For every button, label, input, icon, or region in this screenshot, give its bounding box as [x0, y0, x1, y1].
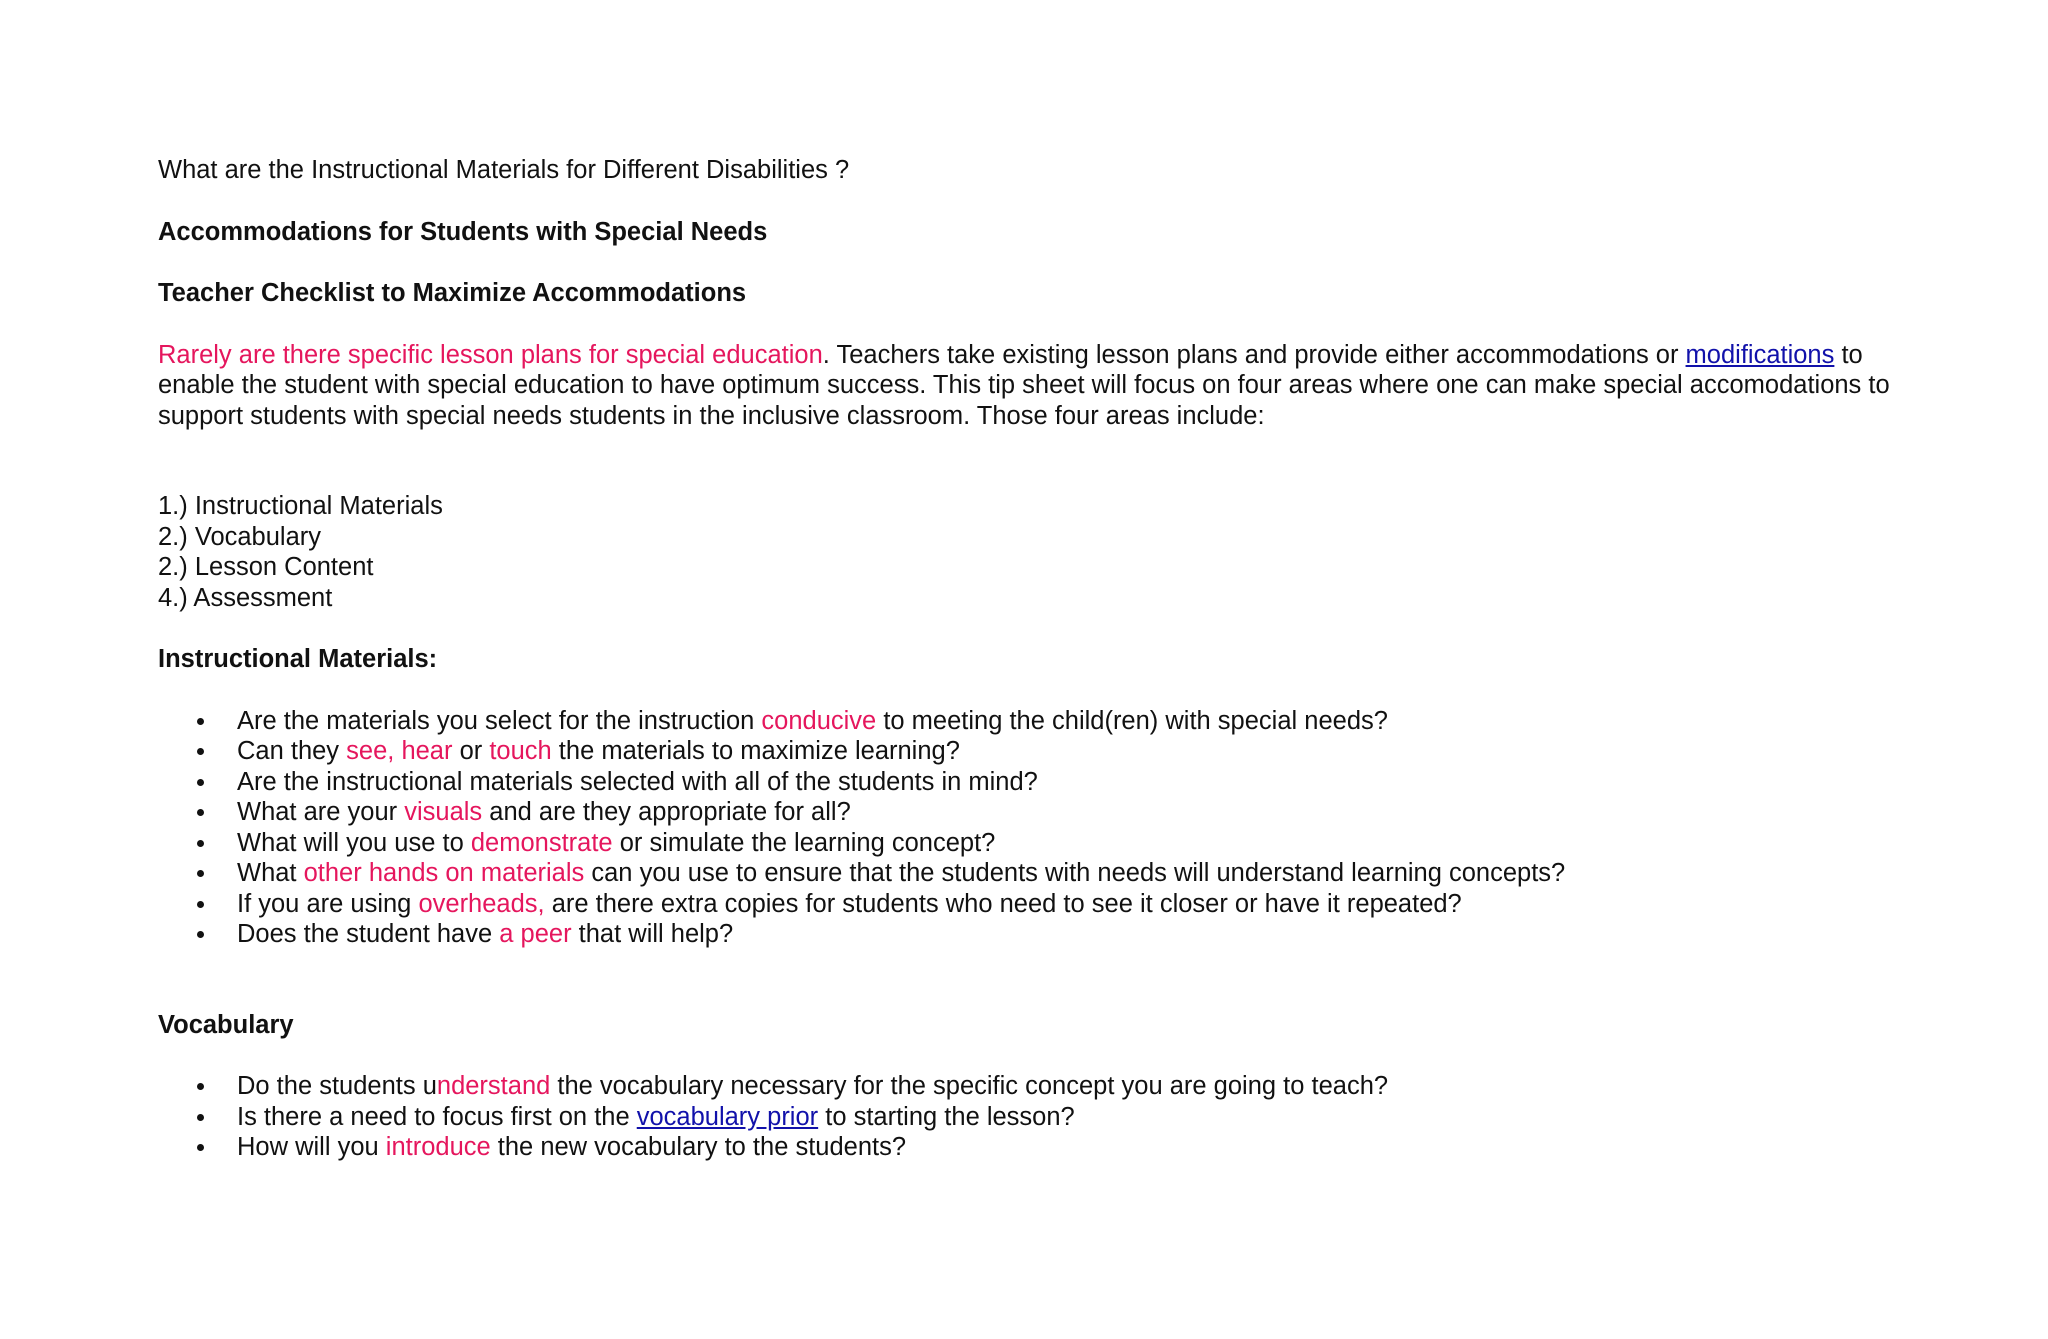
list-item	[237, 919, 1938, 950]
intro-paragraph	[158, 340, 1938, 432]
bullet-icon	[197, 840, 204, 847]
list-item	[237, 797, 1938, 828]
list-item	[237, 1102, 1938, 1133]
item-text: are there extra copies for students who need to see it closer or have it repeated?	[544, 889, 1462, 918]
vocabulary-list	[158, 1071, 1938, 1163]
modifications-link[interactable]: modifications	[1685, 340, 1835, 369]
intro-text-2: to enable the student with special education to have optimum success. This tip sheet will focus on four areas where one can make special accomodations to support students with special needs students in the inclusive classroom. Those four areas include:	[158, 340, 1890, 430]
item-text: What will you use to	[237, 828, 471, 857]
areas-list	[158, 491, 1938, 613]
item-text: What are your	[237, 798, 405, 826]
list-item	[237, 767, 1938, 798]
item-text: the new vocabulary to the students?	[490, 1133, 907, 1161]
item-text: can you use to ensure that the students with needs will understand learning concepts?	[584, 859, 1566, 887]
item-highlight: demonstrate	[470, 828, 613, 857]
item-highlight: see, hear	[346, 737, 453, 765]
vocabulary-prior-link[interactable]: vocabulary prior	[636, 1102, 819, 1131]
item-text: Can they	[237, 737, 347, 765]
bullet-icon	[197, 718, 204, 725]
item-text: or simulate the learning concept?	[612, 828, 996, 857]
spacer	[158, 950, 1938, 1010]
item-text: to starting the lesson?	[818, 1102, 1075, 1131]
list-item	[237, 736, 1938, 767]
list-item	[237, 1132, 1938, 1163]
item-highlight: conducive	[761, 706, 877, 735]
heading-vocabulary: Vocabulary	[158, 1010, 294, 1039]
item-text: Are the materials you select for the instruction	[237, 706, 762, 735]
item-highlight: overheads,	[418, 889, 545, 918]
item-highlight: a peer	[499, 920, 572, 948]
instructional-materials-list	[158, 706, 1938, 950]
item-text: Is there a need to focus first on the	[237, 1102, 637, 1131]
item-text: If you are using	[237, 889, 419, 918]
item-highlight: touch	[489, 737, 552, 765]
item-text: that will help?	[571, 920, 734, 948]
area-item: 2.) Vocabulary	[158, 522, 322, 551]
bullet-icon	[197, 931, 204, 938]
item-text: the materials to maximize learning?	[551, 737, 960, 765]
bullet-icon	[197, 779, 204, 786]
bullet-icon	[197, 1144, 204, 1151]
bullet-icon	[197, 748, 204, 755]
item-highlight: nderstand	[436, 1072, 551, 1100]
list-item	[237, 706, 1938, 737]
heading-checklist: Teacher Checklist to Maximize Accommodations	[158, 279, 747, 307]
list-item	[237, 858, 1938, 889]
area-item: 4.) Assessment	[158, 583, 333, 612]
document-page	[158, 155, 1938, 1163]
item-text: the vocabulary necessary for the specific concept you are going to teach?	[550, 1072, 1389, 1100]
item-highlight: other hands on materials	[303, 859, 585, 887]
area-item: 1.) Instructional Materials	[158, 492, 443, 520]
item-text: How will you	[237, 1133, 386, 1161]
item-text: What	[237, 859, 304, 887]
item-text: and are they appropriate for all?	[482, 798, 851, 826]
bullet-icon	[197, 870, 204, 877]
list-item	[237, 889, 1938, 920]
item-highlight: visuals	[404, 798, 483, 826]
list-item	[237, 828, 1938, 859]
intro-highlight: Rarely are there specific lesson plans for special education	[158, 340, 823, 369]
heading-accommodations: Accommodations for Students with Special Needs	[158, 217, 768, 246]
intro-text-1: . Teachers take existing lesson plans and provide either accommodations or	[822, 340, 1686, 369]
item-text: Does the student have	[237, 920, 500, 948]
item-highlight: introduce	[385, 1133, 491, 1161]
item-text: Do the students u	[237, 1072, 437, 1100]
bullet-icon	[197, 1083, 204, 1090]
item-text: or	[452, 737, 490, 765]
item-text: to meeting the child(ren) with special needs?	[876, 706, 1388, 735]
bullet-icon	[197, 901, 204, 908]
area-item: 2.) Lesson Content	[158, 553, 374, 581]
bullet-icon	[197, 809, 204, 816]
heading-instructional-materials: Instructional Materials:	[158, 645, 438, 673]
item-text: Are the instructional materials selected with all of the students in mind?	[237, 767, 1038, 796]
document-title: What are the Instructional Materials for Different Disabilities ?	[158, 156, 850, 184]
list-item	[237, 1071, 1938, 1102]
bullet-icon	[197, 1114, 204, 1121]
